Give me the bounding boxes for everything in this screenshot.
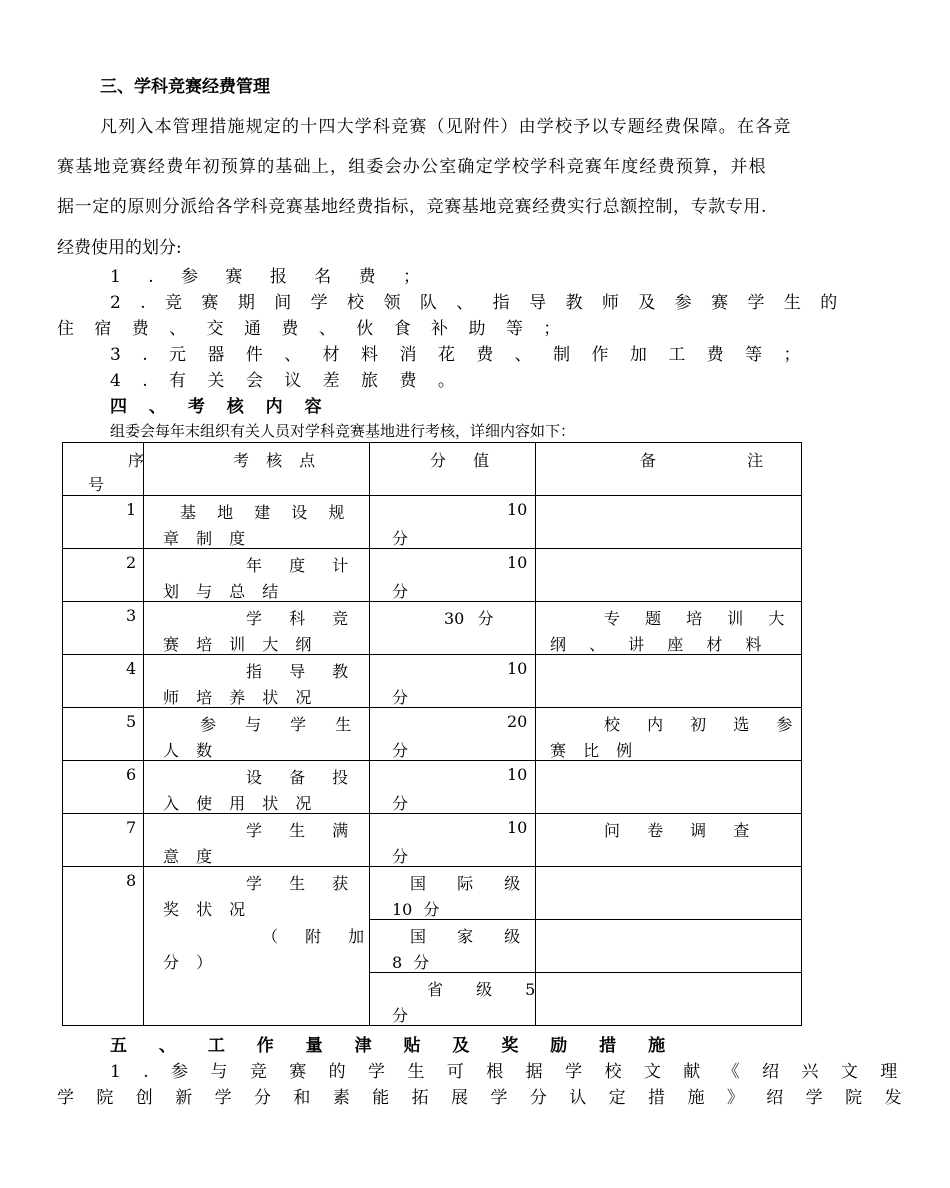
row1-no: 1: [126, 500, 137, 519]
header-no-bottom: 号: [88, 475, 105, 494]
header-point: 考 核 点: [233, 451, 322, 470]
row4-score-b: 分: [392, 688, 409, 707]
row4-score-a: 10: [507, 659, 528, 678]
row2-point-a: 年 度 计: [246, 556, 355, 575]
section3-para-line4: 经费使用的划分:: [57, 238, 182, 258]
row8-sub1-b: 10 分: [392, 900, 440, 919]
row5-no: 5: [126, 712, 137, 731]
section5-title: 五 、 工 作 量 津 贴 及 奖 励 措 施: [110, 1036, 674, 1056]
row6-point-b: 入 使 用 状 况: [163, 794, 318, 813]
table-row-line: [62, 495, 802, 496]
expense-item-1: 1 . 参 赛 报 名 费 ；: [110, 267, 431, 287]
row6-no: 6: [126, 765, 137, 784]
row7-no: 7: [126, 818, 137, 837]
row7-point-a: 学 生 满: [246, 821, 355, 840]
row4-point-a: 指 导 教: [246, 662, 355, 681]
row2-no: 2: [126, 553, 137, 572]
section3-para-line3: 据一定的原则分派给各学科竞赛基地经费指标，竞赛基地竞赛经费实行总额控制，专款专用.: [57, 197, 768, 217]
row6-score-a: 10: [507, 765, 528, 784]
expense-item-4: 4 . 有 关 会 议 差 旅 费 。: [110, 371, 461, 391]
header-note: 备 注: [640, 451, 764, 470]
row5-note-a: 校 内 初 选 参: [604, 715, 799, 734]
row6-point-a: 设 备 投: [246, 768, 355, 787]
row1-point-b: 章 制 度: [163, 529, 252, 548]
row8-sub2-a: 国 家 级: [410, 927, 527, 946]
row8-point-a: 学 生 获: [246, 874, 355, 893]
row1-score-b: 分: [392, 529, 409, 548]
section5-line2: 学 院 创 新 学 分 和 素 能 拓 展 学 分 认 定 措 施 》 绍 学 院 发: [57, 1088, 908, 1108]
row7-point-b: 意 度: [163, 847, 219, 866]
section5-line1: 1 . 参 与 竞 赛 的 学 生 可 根 据 学 校 文 献 《 绍 兴 文 理: [110, 1062, 904, 1082]
row6-score-b: 分: [392, 794, 409, 813]
row8-sub1-a: 国 际 级: [410, 874, 527, 893]
table-border-bottom: [62, 1025, 802, 1026]
header-score: 分 值: [430, 451, 490, 470]
row2-point-b: 划 与 总 结: [163, 582, 285, 601]
expense-item-2-line2: 住 宿 费 、 交 通 费 、 伙 食 补 助 等 ；: [57, 319, 567, 339]
row1-score-a: 10: [507, 500, 528, 519]
expense-item-2-line1: 2 . 竞 赛 期 间 学 校 领 队 、 指 导 教 师 及 参 赛 学 生 的: [110, 293, 843, 313]
section3-title: 三、学科竞赛经费管理: [100, 77, 270, 97]
row5-score-b: 分: [392, 741, 409, 760]
row4-no: 4: [126, 659, 137, 678]
row5-score-a: 20: [507, 712, 528, 731]
expense-item-3: 3 . 元 器 件 、 材 料 消 花 费 、 制 作 加 工 费 等 ；: [110, 345, 807, 365]
row7-score-b: 分: [392, 847, 409, 866]
row7-score-a: 10: [507, 818, 528, 837]
header-no-top: 序: [128, 451, 145, 470]
row8-sub2-b: 8 分: [392, 953, 430, 972]
section3-para-line2: 赛基地竞赛经费年初预算的基础上，组委会办公室确定学校学科竞赛年度经费预算，并根: [57, 157, 767, 177]
row3-no: 3: [126, 606, 137, 625]
row8-no: 8: [126, 871, 137, 890]
row8-point-c: （ 附 加: [262, 927, 371, 946]
section3-para-line1: 凡列入本管理措施规定的十四大学科竞赛（见附件）由学校予以专题经费保障。在各竞: [100, 117, 792, 137]
row8-point-d: 分 ）: [163, 953, 219, 972]
row7-note-a: 问 卷 调 查: [604, 821, 756, 840]
table-subrow-line: [369, 972, 802, 973]
table-col-divider-1: [143, 442, 144, 1026]
row2-score-b: 分: [392, 582, 409, 601]
row3-point-a: 学 科 竞: [246, 609, 355, 628]
row5-point-b: 人 数: [163, 741, 219, 760]
section4-title: 四 、 考 核 内 容: [110, 397, 328, 417]
table-border-left: [62, 442, 63, 1026]
row3-score-a: 30 分: [444, 609, 494, 628]
row5-point-a: 参 与 学 生: [200, 715, 358, 734]
row4-point-b: 师 培 养 状 况: [163, 688, 318, 707]
row8-sub3-a: 省 级 5: [427, 980, 542, 999]
row8-sub3-b: 分: [392, 1006, 409, 1025]
table-col-divider-3: [535, 442, 536, 1026]
row3-note-a: 专 题 培 训 大: [604, 609, 791, 628]
table-border-top: [62, 442, 802, 443]
section4-intro: 组委会每年末组织有关人员对学科竞赛基地进行考核，详细内容如下：: [110, 422, 576, 440]
row8-point-b: 奖 状 况: [163, 900, 252, 919]
row2-score-a: 10: [507, 553, 528, 572]
row5-note-b: 赛 比 例: [550, 741, 639, 760]
row1-point-a: 基 地 建 设 规: [180, 503, 351, 522]
row3-note-b: 纲 、 讲 座 材 料: [550, 635, 768, 654]
table-border-right: [801, 442, 802, 1026]
row3-point-b: 赛 培 训 大 纲: [163, 635, 318, 654]
